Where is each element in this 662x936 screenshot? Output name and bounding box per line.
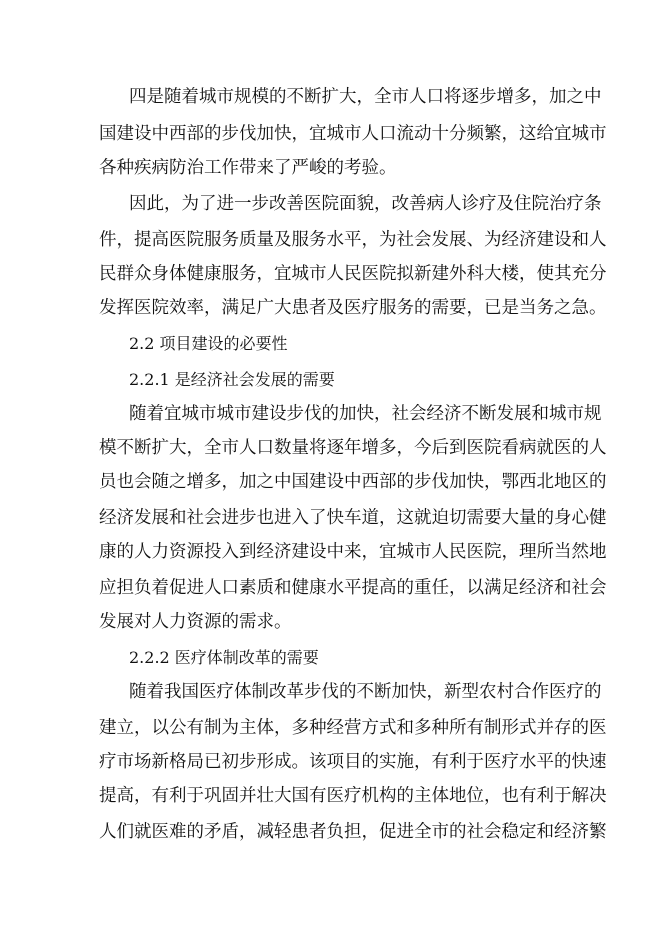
section-2-2-1-line-7: 发展对人力资源的需求。 [99,612,292,632]
paragraph-1-line-1: 四是随着城市规模的不断扩大，全市人口将逐步增多，加之中 [129,87,602,107]
section-2-2-1-line-3: 员也会随之增多，加之中国建设中西部的步伐加快，鄂西北地区的 [99,472,607,492]
section-2-2-1-line-4: 经济发展和社会进步也进入了快车道，这就迫切需要大量的身心健 [99,508,607,528]
section-2-2-2-line-3: 疗市场新格局已初步形成。该项目的实施，有利于医疗水平的快速 [99,752,607,772]
paragraph-2-line-3: 民群众身体健康服务，宜城市人民医院拟新建外科大楼，使其充分 [99,264,607,284]
paragraph-2-line-1: 因此，为了进一步改善医院面貌，改善病人诊疗及住院治疗条 [129,194,602,214]
section-heading-2-2: 2.2 项目建设的必要性 [129,334,288,353]
section-2-2-2-line-5: 人们就医难的矛盾，减轻患者负担，促进全市的社会稳定和经济繁 [99,822,607,842]
section-2-2-2-line-4: 提高，有利于巩固并壮大国有医疗机构的主体地位，也有利于解决 [99,786,607,806]
section-2-2-1-line-5: 康的人力资源投入到经济建设中来，宜城市人民医院，理所当然地 [99,542,607,562]
section-2-2-1-line-1: 随着宜城市城市建设步伐的加快，社会经济不断发展和城市规 [129,404,602,424]
section-heading-2-2-2: 2.2.2 医疗体制改革的需要 [129,648,319,667]
paragraph-2-line-2: 件，提高医院服务质量及服务水平，为社会发展、为经济建设和人 [99,230,607,250]
paragraph-2-line-4: 发挥医院效率，满足广大患者及医疗服务的需要，已是当务之急。 [99,298,607,318]
section-2-2-2-line-2: 建立，以公有制为主体，多种经营方式和多种所有制形式并存的医 [99,718,607,738]
section-2-2-1-line-6: 应担负着促进人口素质和健康水平提高的重任，以满足经济和社会 [99,578,607,598]
section-heading-2-2-1: 2.2.1 是经济社会发展的需要 [129,370,335,389]
paragraph-1-line-3: 各种疾病防治工作带来了严峻的考验。 [99,158,397,178]
section-2-2-1-line-2: 模不断扩大，全市人口数量将逐年增多，今后到医院看病就医的人 [99,438,607,458]
paragraph-1-line-2: 国建设中西部的步伐加快，宜城市人口流动十分频繁，这给宜城市 [99,124,607,144]
section-2-2-2-line-1: 随着我国医疗体制改革步伐的不断加快，新型农村合作医疗的 [129,682,602,702]
